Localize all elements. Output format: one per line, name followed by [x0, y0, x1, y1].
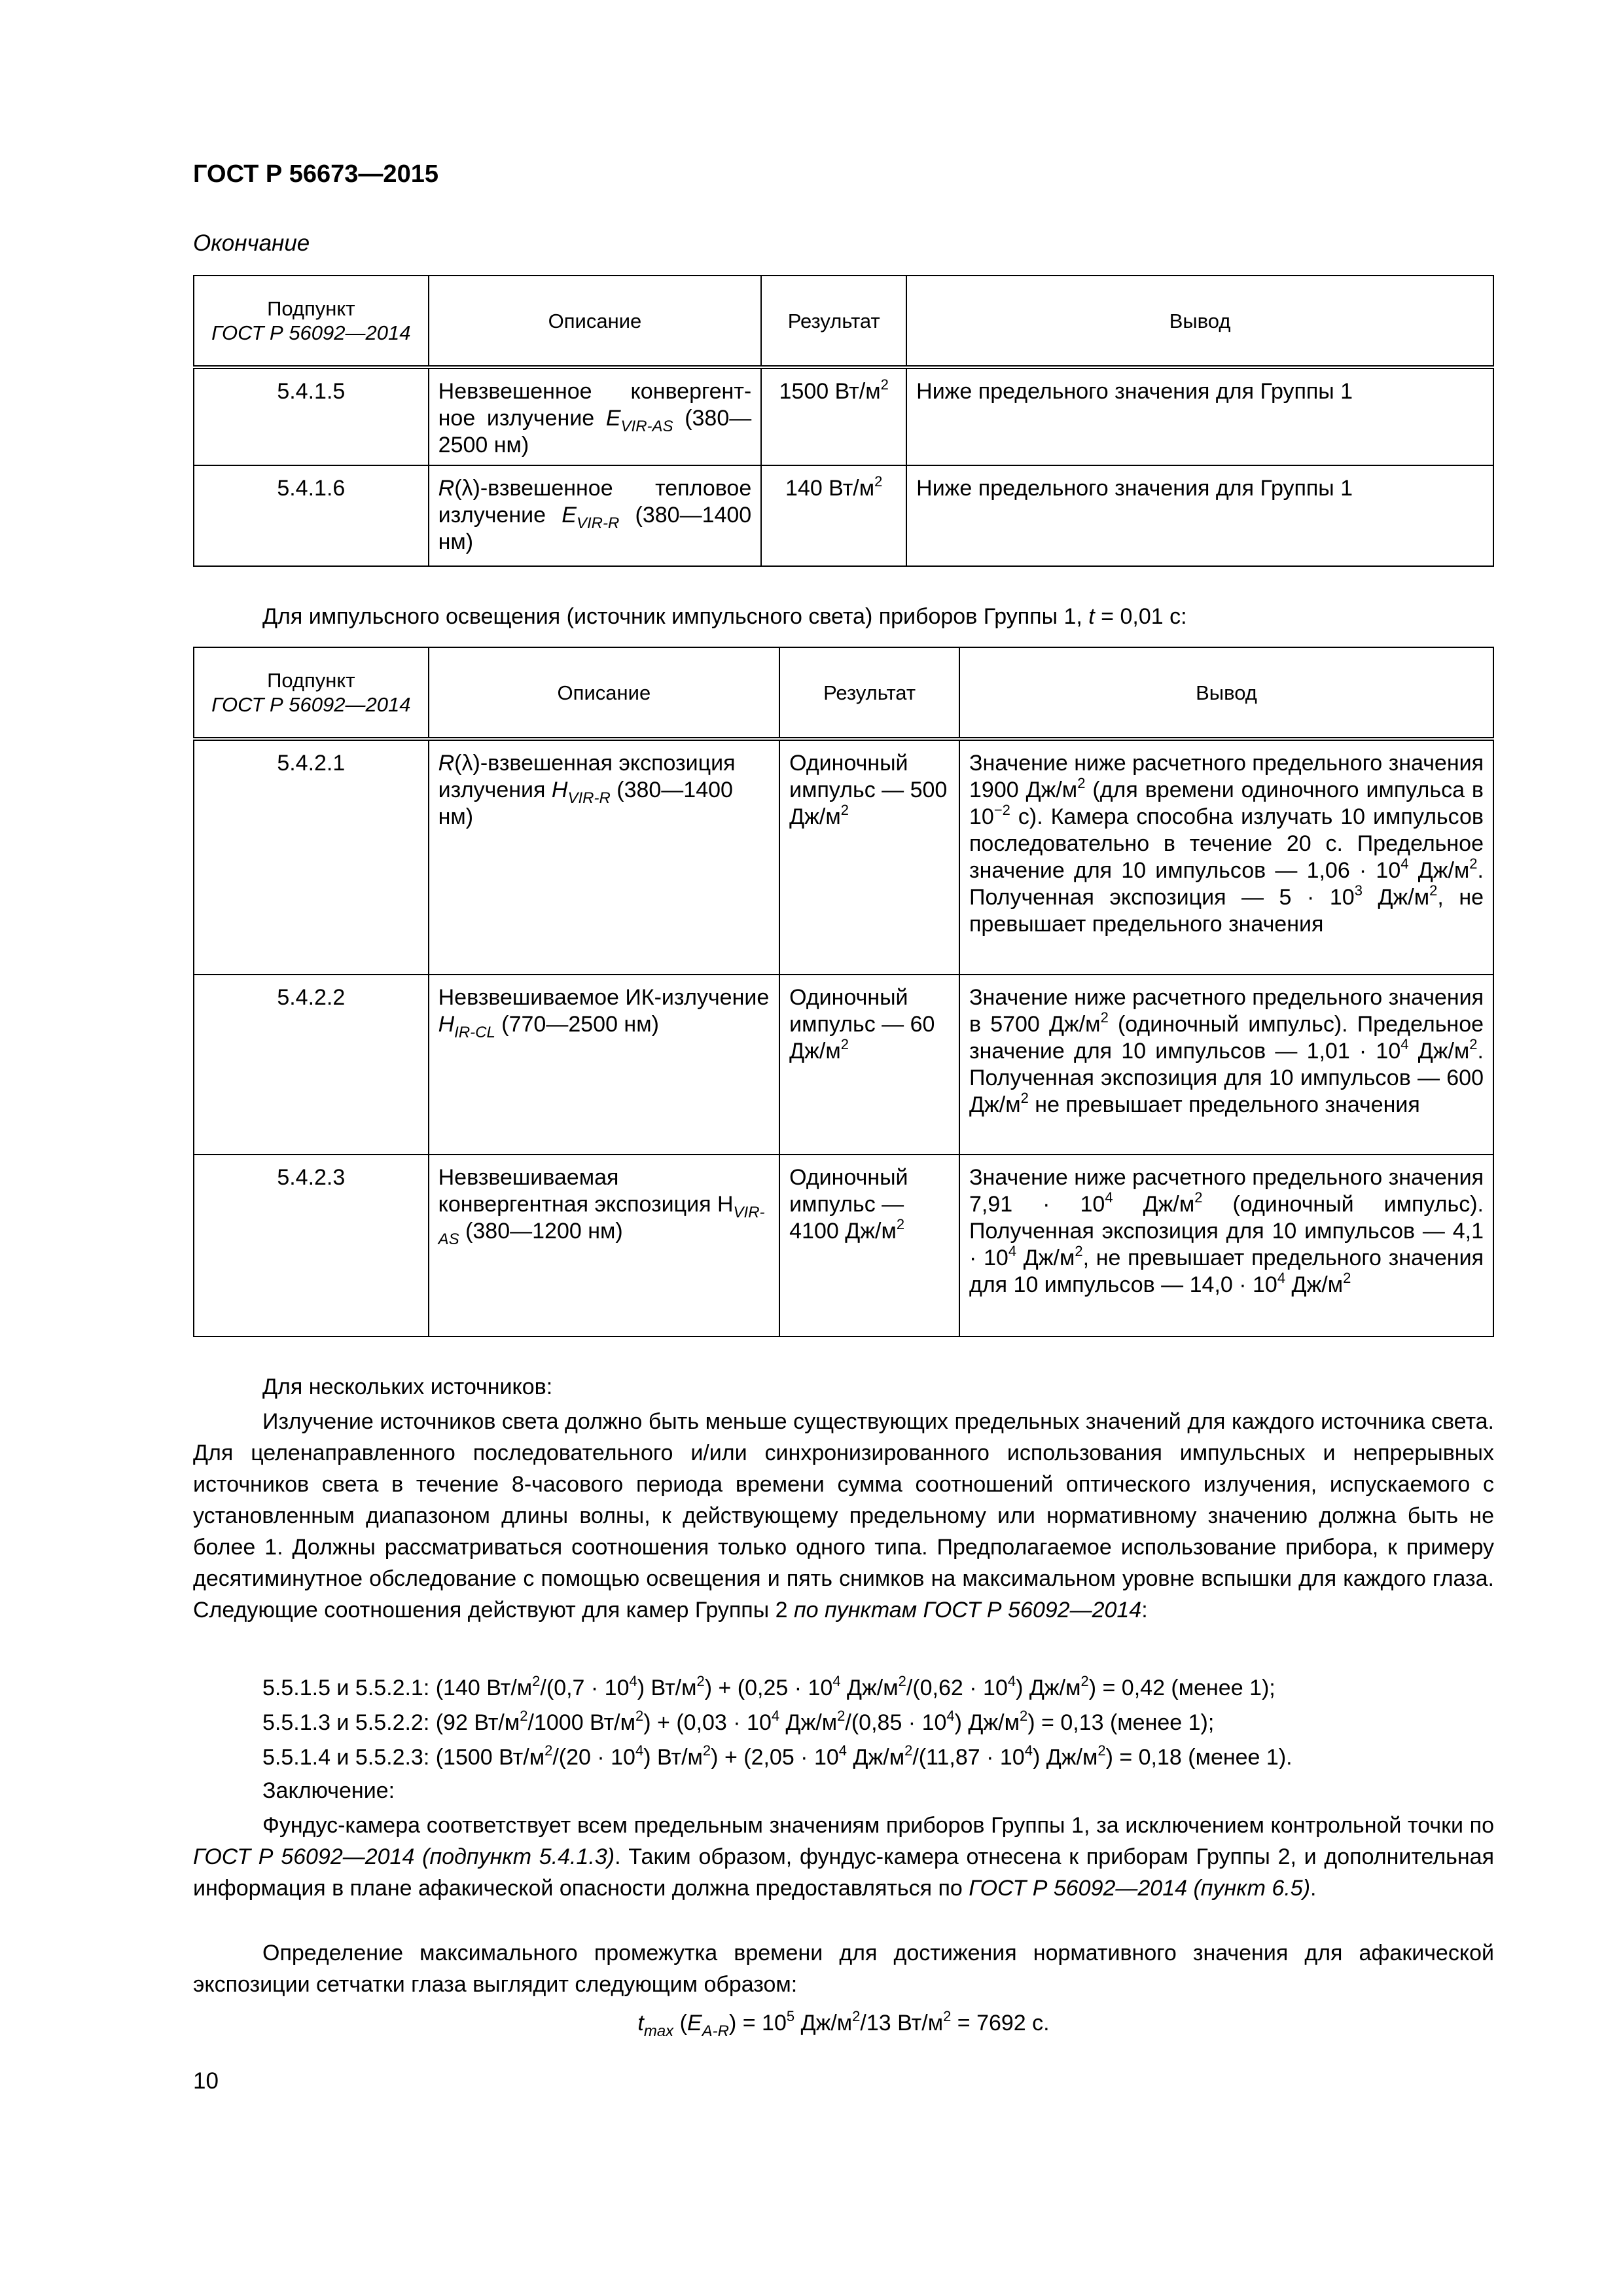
- cell-conclusion: Значение ниже расчетного предельного значения $7,91 \cdot 10^4$ $Дж/м^2$ (одиночный импульс). Полученная экспозиция для 10 импульсов — $4,1 \cdot 10^4$ $Дж/м^2$, не превышает предельного значения для 10 импульсов — $14,0 \cdot 10^4$ $Дж/м^2$: [959, 1155, 1493, 1336]
- paragraph-definition: Определение максимального промежутка времени для достижения нормативного значения для афакической экспозиции сетчатки глаза выглядит следующим образом:: [193, 1941, 1494, 1997]
- cell-result: Одиночный импульс — 60 $Дж/м^2$: [779, 975, 959, 1155]
- header-result: Результат: [761, 276, 906, 367]
- cell-result: 1500 $Вт/м^2$: [761, 367, 906, 465]
- header-conclusion: Вывод: [906, 276, 1493, 367]
- cell-subclause: 5.4.2.3: [194, 1155, 429, 1336]
- paragraph-multiple-sources-heading: Для нескольких источников:: [262, 1374, 553, 1399]
- cell-result: Одиночный импульс — 4100 $Дж/м^2$: [779, 1155, 959, 1336]
- page-number: 10: [193, 2068, 219, 2094]
- cell-result: Одиночный импульс — 500 $Дж/м^2$: [779, 739, 959, 975]
- cell-conclusion: Ниже предельного значения для Группы 1: [906, 465, 1493, 566]
- pulsed-lighting-intro: Для импульсного освещения (источник импульсного света) приборов Группы 1, t = 0,01 с:: [262, 604, 1187, 629]
- header-subclause: Подпункт ГОСТ Р 56092—2014: [194, 647, 429, 739]
- cell-description: Невзвешенное конвергент-ное излучение $E_{VIR-AS}$ (380—2500 нм): [429, 367, 762, 465]
- header-description: Описание: [429, 276, 762, 367]
- cell-subclause: 5.4.1.5: [194, 367, 429, 465]
- table-header-row: [194, 276, 1493, 367]
- cell-conclusion: Значение ниже расчетного предельного значения в 5700 $Дж/м^2$ (одиночный импульс). Предельное значение для 10 импульсов — $1,01 \cdot 10^4$ $Дж/м^2$. Полученная экспозиция для 10 импульсов — 600 $Дж/м^2$ не превышает предельного значения: [959, 975, 1493, 1155]
- cell-description: Невзвешиваемая конвергентная экспозиция $H_{VIR-AS}$ (380—1200 нм): [429, 1155, 780, 1336]
- document-title: ГОСТ Р 56673—2015: [193, 160, 438, 188]
- cell-conclusion: Значение ниже расчетного предельного значения 1900 $Дж/м^2$ (для времени одиночного импульса в $10^{-2}$ с). Камера способна излучать 10 импульсов последовательно в течение 20 с. Предельное значение для 10 импульсов — $1,06 \cdot 10^4$ $Дж/м^2$. Полученная экспозиция — $5 \cdot 10^3$ $Дж/м^2$, не превышает предельного значения: [959, 739, 1493, 975]
- table-row: [194, 1155, 1493, 1336]
- cell-subclause: 5.4.2.1: [194, 739, 429, 975]
- cell-conclusion: Ниже предельного значения для Группы 1: [906, 367, 1493, 465]
- cell-description: R(λ)-взвешенное тепловое излучение $E_{VIR-R}$ (380—1400 нм): [429, 465, 762, 566]
- paragraph-conclusion: Фундус-камера соответствует всем предельным значениям приборов Группы 1, за исключением контрольной точки по ГОСТ Р 56092—2014 (подпункт 5.4.1.3). Таким образом, фундус-камера отнесена к приборам Группы 2, и дополнительная информация в плане афакической опасности должна предоставляться по ГОСТ Р 56092—2014 (пункт 6.5).: [193, 1813, 1494, 1901]
- table-row: [194, 975, 1493, 1155]
- table-continuous-sources: [193, 275, 1494, 567]
- cell-result: 140 $Вт/м^2$: [761, 465, 906, 566]
- cell-subclause: 5.4.1.6: [194, 465, 429, 566]
- equation-ratio-1: 5.5.1.5 и 5.5.2.1: (140 $Вт/м^2/(0,7 \cdot 10^4) Вт/м^2) + (0,25 \cdot 10^4$ $Дж/м^2/(0,62 \cdot 10^4) Дж/м^2) = 0,42$ (менее 1);: [262, 1673, 1275, 1700]
- cell-subclause: 5.4.2.2: [194, 975, 429, 1155]
- header-subclause: Подпункт ГОСТ Р 56092—2014: [194, 276, 429, 367]
- table-row: [194, 739, 1493, 975]
- equation-ratio-2: 5.5.1.3 и 5.5.2.2: (92 $Вт/м^2/1000$ $Вт/м^2) + (0,03 \cdot 10^4$ $Дж/м^2/(0,85 \cdot 10^4) Дж/м^2) = 0,13$ (менее 1);: [262, 1708, 1215, 1735]
- table-row: [194, 465, 1493, 566]
- table-header-row: [194, 647, 1493, 739]
- table-continuation-label: Окончание: [193, 230, 310, 256]
- equation-ratio-3: 5.5.1.4 и 5.5.2.3: (1500 $Вт/м^2/(20 \cdot 10^4) Вт/м^2) + (2,05 \cdot 10^4$ $Дж/м^2/(11,87 \cdot 10^4) Дж/м^2) = 0,18$ (менее 1).: [262, 1742, 1293, 1770]
- header-description: Описание: [429, 647, 780, 739]
- table-row: [194, 367, 1493, 465]
- table-pulsed-sources: [193, 647, 1494, 1337]
- header-result: Результат: [779, 647, 959, 739]
- cell-description: Невзвешиваемое ИК-излучение $H_{IR-CL}$ (770—2500 нм): [429, 975, 780, 1155]
- conclusion-heading: Заключение:: [262, 1778, 395, 1803]
- cell-description: R(λ)-взвешенная экспозиция излучения $H_{VIR-R}$ (380—1400 нм): [429, 739, 780, 975]
- formula-max-time: $t_{max}$ $(E_{A-R}) = 10^5$ $Дж/м^2/13$ $Вт/м^2 = 7692$ с.: [637, 2008, 1050, 2040]
- paragraph-multiple-sources: Излучение источников света должно быть меньше существующих предельных значений для каждого источника света. Для целенаправленного последовательного и/или синхронизированного использования импульсных и непрерывных источников света в течение 8-часового периода времени сумма соотношений оптического излучения, испускаемого с установленным диапазоном длины волны, к действующему предельному или нормативному значению должна быть не более 1. Должны рассматриваться соотношения только одного типа. Предполагаемое использование прибора, к примеру десятиминутное обследование с помощью освещения и пять снимков на максимальном уровне вспышки для каждого глаза. Следующие соотношения действуют для камер Группы 2 по пунктам ГОСТ Р 56092—2014:: [193, 1409, 1494, 1623]
- header-conclusion: Вывод: [959, 647, 1493, 739]
